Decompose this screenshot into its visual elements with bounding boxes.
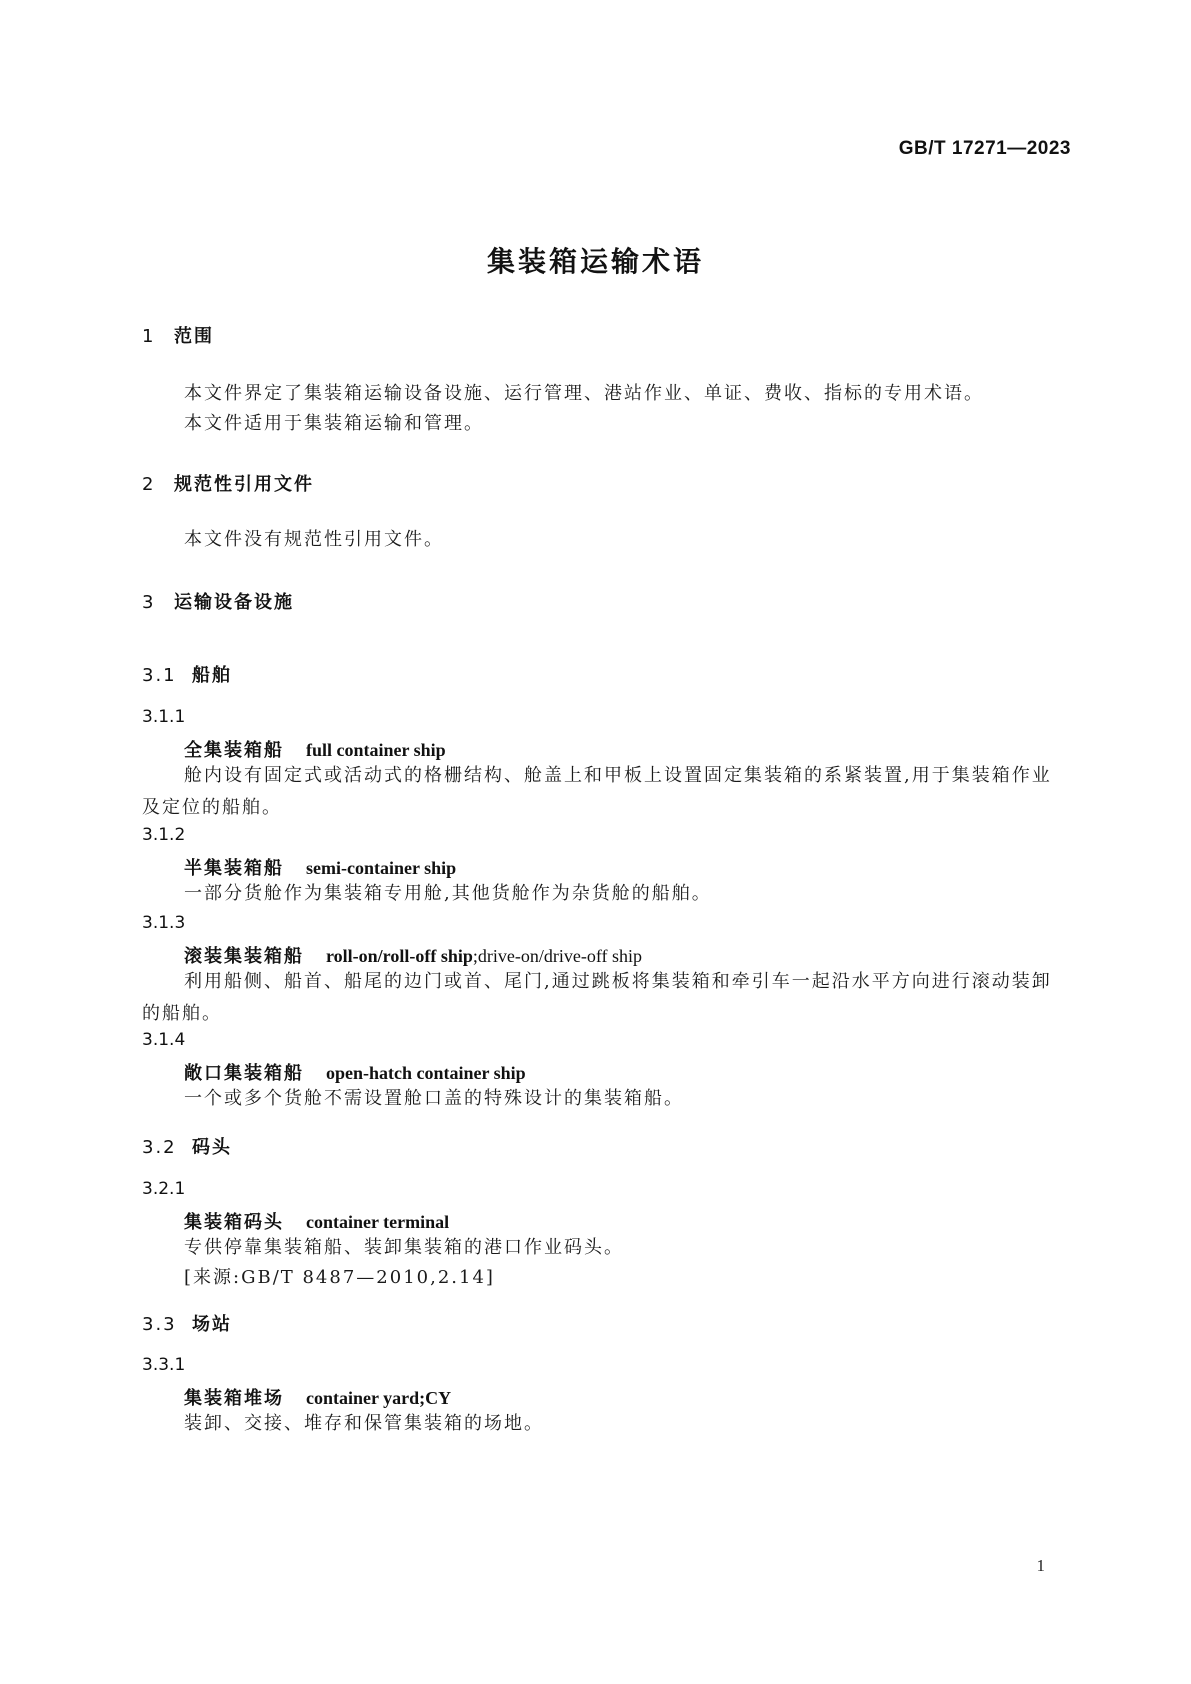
- term-english: semi-container ship: [306, 858, 457, 878]
- term-definition: 一部分货舱作为集装箱专用舱,其他货舱作为杂货舱的船舶。: [184, 883, 712, 904]
- term-english: container terminal: [306, 1212, 450, 1232]
- section-number: 3.1: [142, 665, 177, 686]
- section-heading-1: [142, 322, 214, 348]
- section-heading-3: [142, 588, 294, 614]
- section-title: 范围: [174, 326, 214, 347]
- section-number: 1: [142, 326, 156, 347]
- term-source: [来源:GB/T 8487—2010,2.14]: [184, 1267, 495, 1288]
- section-number: 2: [142, 474, 156, 495]
- term-number: 3.2.1: [142, 1179, 186, 1199]
- term-english: container yard;CY: [306, 1388, 452, 1408]
- term-definition: 利用船侧、船首、船尾的边门或首、尾门,通过跳板将集装箱和牵引车一起沿水平方向进行滚动装卸的船舶。: [142, 971, 1052, 1024]
- section-title: 规范性引用文件: [174, 474, 314, 495]
- section-number: 3: [142, 592, 156, 613]
- subsection-heading-3-2: [142, 1133, 232, 1159]
- paragraph: 本文件没有规范性引用文件。: [184, 529, 444, 550]
- term-chinese: 集装箱码头: [184, 1212, 284, 1233]
- section-title: 运输设备设施: [174, 592, 294, 613]
- term-entry: [184, 854, 456, 880]
- section-title: 码头: [192, 1137, 232, 1158]
- subsection-heading-3-1: [142, 661, 232, 687]
- term-entry: [184, 1059, 526, 1085]
- term-entry: [184, 736, 446, 762]
- page-number: 1: [1036, 1556, 1045, 1575]
- term-number: 3.1.4: [142, 1030, 186, 1050]
- term-number: 3.1.1: [142, 707, 186, 727]
- term-number: 3.3.1: [142, 1355, 186, 1375]
- term-english: full container ship: [306, 740, 446, 760]
- section-heading-2: [142, 470, 314, 496]
- term-entry: [184, 1208, 449, 1234]
- term-definition: 专供停靠集装箱船、装卸集装箱的港口作业码头。: [184, 1237, 624, 1258]
- term-chinese: 敞口集装箱船: [184, 1063, 304, 1084]
- term-entry: [184, 942, 642, 968]
- term-definition: 装卸、交接、堆存和保管集装箱的场地。: [184, 1413, 544, 1434]
- term-english: open-hatch container ship: [326, 1063, 526, 1083]
- term-english: roll-on/roll-off ship: [326, 946, 473, 966]
- section-number: 3.2: [142, 1137, 177, 1158]
- section-title: 场站: [192, 1314, 232, 1335]
- paragraph: 本文件适用于集装箱运输和管理。: [184, 413, 484, 434]
- term-english-synonym: ;drive-on/drive-off ship: [472, 946, 642, 966]
- term-number: 3.1.3: [142, 913, 186, 933]
- term-number: 3.1.2: [142, 825, 186, 845]
- section-number: 3.3: [142, 1314, 177, 1335]
- term-chinese: 全集装箱船: [184, 740, 284, 761]
- paragraph: 本文件界定了集装箱运输设备设施、运行管理、港站作业、单证、费收、指标的专用术语。: [184, 383, 984, 404]
- standard-code: GB/T 17271—2023: [898, 138, 1071, 159]
- section-title: 船舶: [192, 665, 232, 686]
- term-chinese: 滚装集装箱船: [184, 946, 304, 967]
- subsection-heading-3-3: [142, 1310, 232, 1336]
- term-chinese: 集装箱堆场: [184, 1388, 284, 1409]
- term-entry: [184, 1384, 451, 1410]
- document-title: 集装箱运输术语: [486, 245, 704, 278]
- term-definition: 一个或多个货舱不需设置舱口盖的特殊设计的集装箱船。: [184, 1088, 684, 1109]
- term-definition: 舱内设有固定式或活动式的格栅结构、舱盖上和甲板上设置固定集装箱的系紧装置,用于集装箱作业及定位的船舶。: [142, 765, 1052, 818]
- term-chinese: 半集装箱船: [184, 858, 284, 879]
